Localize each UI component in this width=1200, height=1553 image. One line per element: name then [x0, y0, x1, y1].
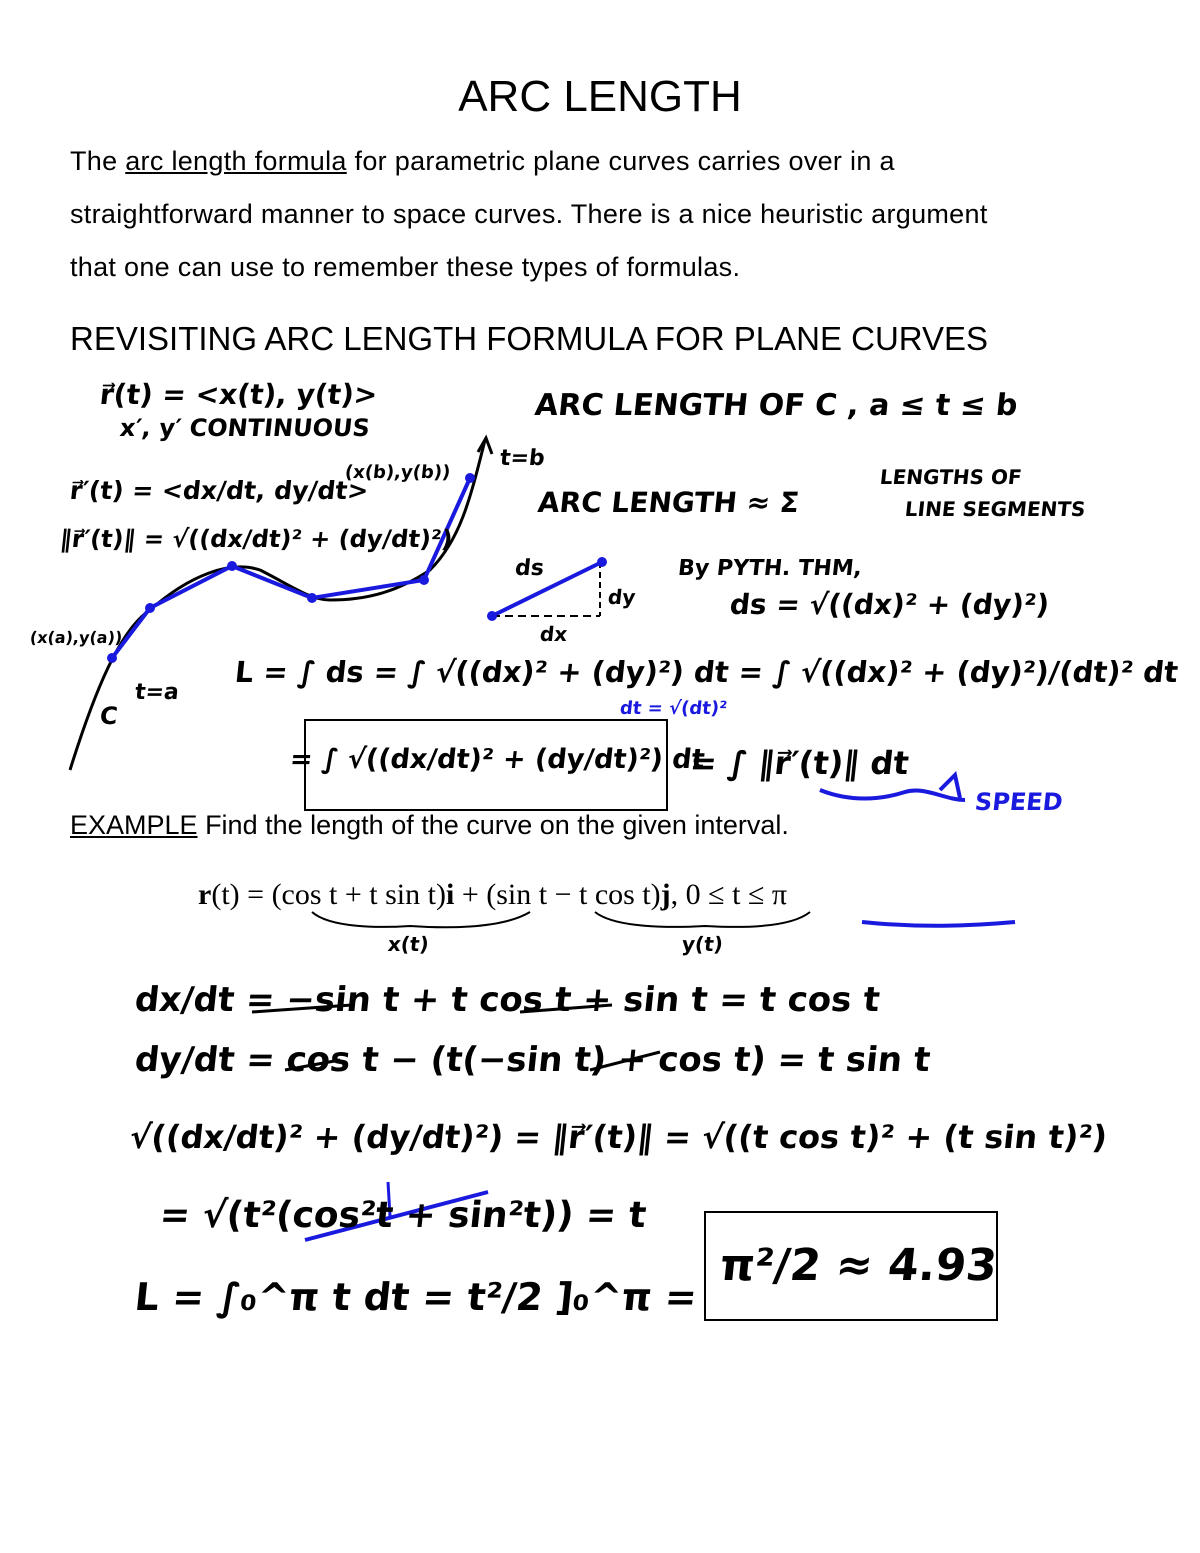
L-equation-3: = ∫ ‖r⃗′(t)‖ dt — [688, 744, 911, 782]
section-heading: REVISITING ARC LENGTH FORMULA FOR PLANE CURVES — [70, 320, 989, 357]
arc-length-approx: ARC LENGTH ≈ Σ — [536, 486, 801, 519]
dxdt-line: dx/dt = −sin t + t cos t + sin t = t cos t — [132, 980, 882, 1020]
xt-label: x(t) — [386, 932, 431, 956]
brace-yt — [595, 912, 810, 927]
line-segments — [112, 478, 470, 658]
intro-line-1-pre: The — [70, 146, 126, 176]
norm-line: √((dx/dt)² + (dy/dt)²) = ‖r⃗′(t)‖ = √((t cos t)² + (t sin t)²) — [128, 1118, 1110, 1156]
pythagorean-note: By PYTH. THM, — [676, 556, 864, 581]
final-answer: π²/2 ≈ 4.93 — [717, 1240, 1000, 1291]
start-point-label: (x(a),y(a)) — [29, 628, 124, 647]
segment-point-3 — [227, 561, 237, 571]
norm-definition: ‖r⃗′(t)‖ = √((dx/dt)² + (dy/dt)²) — [58, 525, 454, 553]
example-line — [70, 810, 789, 841]
curve-formula — [198, 878, 787, 912]
L-equation-2: = ∫ √((dx/dt)² + (dy/dt)²) dt — [288, 744, 707, 775]
simplify-line: = √(t²(cos²t + sin²t)) = t — [157, 1195, 649, 1236]
intro-line-1-post: for parametric plane curves carries over in a — [346, 146, 895, 176]
line-segments-note: LINE SEGMENTS — [903, 497, 1087, 521]
r-definition: r⃗(t) = <x(t), y(t)> — [98, 378, 380, 411]
intro-line-2: straightforward manner to space curves. There is a nice heuristic argument — [70, 199, 988, 229]
L-equation: L = ∫ ds = ∫ √((dx)² + (dy)²) dt = ∫ √((dx)² + (dy)²)/(dt)² dt — [233, 655, 1180, 689]
segment-point-4 — [307, 593, 317, 603]
dy-label: dy — [606, 585, 637, 609]
end-point-label: (x(b),y(b)) — [343, 462, 452, 483]
formula-mid: + (sin t − t cos t) — [454, 878, 661, 911]
r-prime-definition: r⃗′(t) = <dx/dt, dy/dt> — [68, 476, 370, 505]
segment-point-2 — [145, 603, 155, 613]
interval-underline — [862, 922, 1015, 926]
intro-line-3: that one can use to remember these types of formulas. — [70, 252, 741, 282]
formula-i: i — [445, 878, 455, 911]
brace-xt — [312, 912, 530, 927]
ds-hypotenuse — [492, 562, 602, 616]
ds-label: ds — [513, 556, 546, 581]
triangle-point-1 — [487, 611, 497, 621]
example-text: Find the length of the curve on the given interval. — [197, 810, 789, 840]
dx-label: dx — [538, 622, 569, 646]
t-equals-a-label: t=a — [133, 680, 181, 705]
lengths-of-note: LENGTHS OF — [878, 465, 1023, 489]
integral-line: L = ∫₀^π t dt = t²/2 ]₀^π = — [132, 1275, 700, 1319]
curve-c-label: C — [98, 702, 120, 730]
formula-interval: , 0 ≤ t ≤ π — [670, 878, 788, 911]
speed-label: SPEED — [973, 788, 1065, 816]
arc-length-of-c: ARC LENGTH OF C , a ≤ t ≤ b — [533, 388, 1020, 423]
speed-brace — [820, 790, 965, 800]
page-title: ARC LENGTH — [458, 72, 742, 121]
dydt-line: dy/dt = cos t − (t(−sin t) + cos t) = t sin t — [132, 1040, 933, 1080]
segment-point-1 — [107, 653, 117, 663]
dt-label: dt = √(dt)² — [618, 698, 729, 719]
formula-j: j — [660, 878, 671, 911]
example-label: EXAMPLE — [70, 810, 198, 840]
arc-length-formula-link: arc length formula — [125, 146, 347, 176]
continuous-note: x′, y′ CONTINUOUS — [118, 414, 372, 442]
yt-label: y(t) — [680, 932, 725, 956]
segment-point-5 — [419, 575, 429, 585]
t-equals-b-label: t=b — [498, 446, 547, 471]
ds-formula: ds = √((dx)² + (dy)²) — [728, 588, 1051, 621]
segment-point-6 — [465, 473, 475, 483]
formula-r: r — [198, 878, 212, 911]
triangle-point-2 — [597, 557, 607, 567]
formula-t-arg: (t) = (cos t + t sin t) — [211, 878, 446, 911]
